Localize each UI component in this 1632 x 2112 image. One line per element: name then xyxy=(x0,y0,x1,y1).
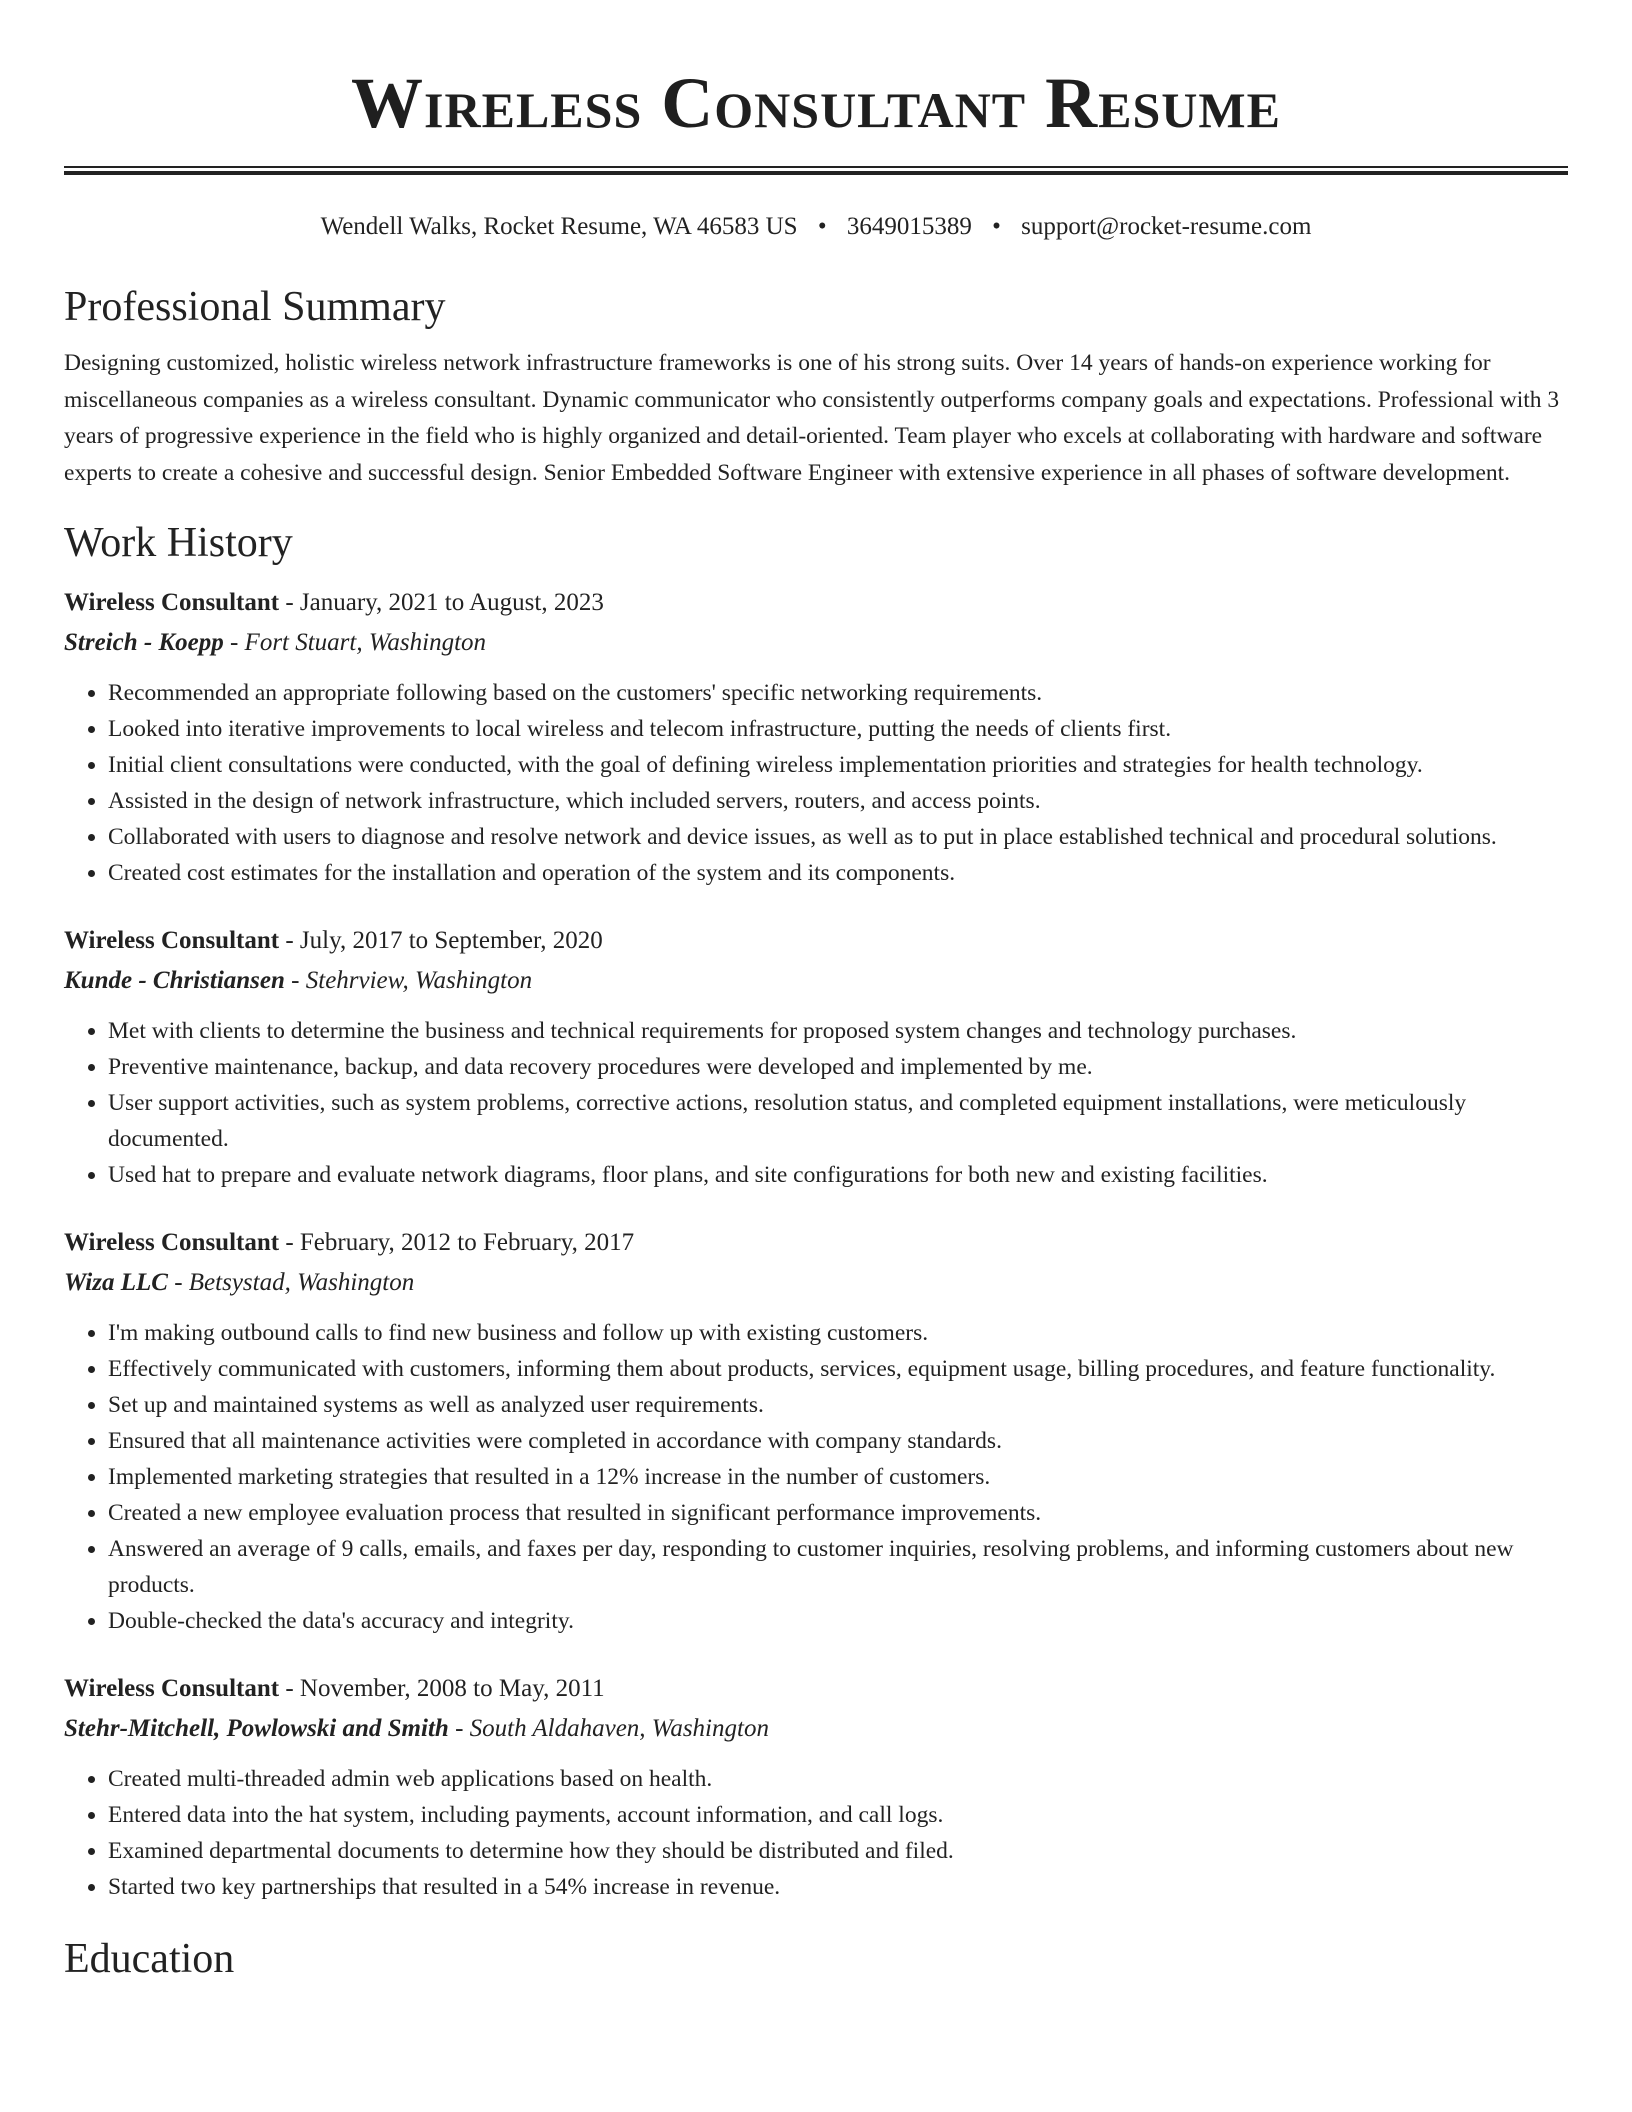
job-bullet: • Assisted in the design of network infrastructure, which included servers, routers, and access points. xyxy=(108,783,1568,819)
contact-phone: 3649015389 xyxy=(846,213,972,240)
job-bullet: • Answered an average of 9 calls, emails, and faxes per day, responding to customer inquiries, resolving problems, and informing customers about new products. xyxy=(108,1531,1568,1603)
company-name: Stehr-Mitchell, Powlowski and Smith xyxy=(64,1715,449,1742)
company-name: Kunde - Christiansen xyxy=(64,967,285,994)
company-location: - Stehrview, Washington xyxy=(284,967,533,994)
company-line xyxy=(64,1263,1568,1303)
job-bullets xyxy=(64,1013,1568,1193)
contact-separator: • xyxy=(817,213,827,240)
job-bullet: • I'm making outbound calls to find new business and follow up with existing customers. xyxy=(108,1315,1568,1351)
work-history-heading: Work History xyxy=(64,520,293,566)
company-line xyxy=(64,623,1568,663)
job-bullet: • Recommended an appropriate following based on the customers' specific networking requirements. xyxy=(108,675,1568,711)
company-location: - South Aldahaven, Washington xyxy=(448,1715,769,1742)
job-bullets xyxy=(64,1761,1568,1905)
contact-separator: • xyxy=(992,213,1001,240)
job-bullet: • Used hat to prepare and evaluate network diagrams, floor plans, and site configurations for both new and existing facilities. xyxy=(108,1157,1568,1193)
summary-heading: Professional Summary xyxy=(64,284,446,330)
job-dates: - February, 2012 to February, 2017 xyxy=(279,1229,635,1256)
company-line xyxy=(64,1709,1568,1749)
job-dates: - January, 2021 to August, 2023 xyxy=(279,589,604,616)
job-title-line xyxy=(64,1669,1568,1709)
company-line xyxy=(64,961,1568,1001)
resume-title: Wireless Consultant Resume xyxy=(351,63,1281,143)
job-bullet: • Entered data into the hat system, including payments, account information, and call logs. xyxy=(108,1797,1568,1833)
job-bullets xyxy=(64,1315,1568,1639)
job-bullet: • Met with clients to determine the business and technical requirements for proposed system changes and technology purchases. xyxy=(108,1013,1568,1049)
job-bullet: • Collaborated with users to diagnose and resolve network and device issues, as well as to put in place established technical and procedural solutions. xyxy=(108,819,1568,855)
job-bullet: • Looked into iterative improvements to local wireless and telecom infrastructure, putting the needs of clients first. xyxy=(108,711,1568,747)
job-bullet: • Preventive maintenance, backup, and data recovery procedures were developed and implemented by me. xyxy=(108,1049,1568,1085)
resume-page xyxy=(64,0,1568,1985)
job-title: Wireless Consultant xyxy=(64,1675,280,1702)
job-title: Wireless Consultant xyxy=(64,927,280,954)
job-entry xyxy=(64,1223,1568,1639)
job-bullet: • Set up and maintained systems as well as analyzed user requirements. xyxy=(108,1387,1568,1423)
job-bullet: • Created cost estimates for the installation and operation of the system and its components. xyxy=(108,855,1568,891)
job-bullet: • Created multi-threaded admin web applications based on health. xyxy=(108,1761,1568,1797)
company-name: Streich - Koepp xyxy=(64,629,224,656)
job-title-line xyxy=(64,1223,1568,1263)
job-bullet: • User support activities, such as system problems, corrective actions, resolution status, and completed equipment installations, were meticulously documented. xyxy=(108,1085,1568,1157)
company-location: - Fort Stuart, Washington xyxy=(223,629,487,656)
job-bullets xyxy=(64,675,1568,891)
job-entry xyxy=(64,583,1568,891)
contact-email: support@rocket-resume.com xyxy=(1021,213,1312,240)
job-bullet: • Initial client consultations were conducted, with the goal of defining wireless implementation priorities and strategies for health technology. xyxy=(108,747,1568,783)
job-title-line xyxy=(64,583,1568,623)
job-dates: - July, 2017 to September, 2020 xyxy=(279,927,603,954)
job-title-line xyxy=(64,921,1568,961)
job-bullet: • Started two key partnerships that resulted in a 54% increase in revenue. xyxy=(108,1869,1568,1905)
job-bullet: • Implemented marketing strategies that resulted in a 12% increase in the number of customers. xyxy=(108,1459,1568,1495)
job-title: Wireless Consultant xyxy=(64,589,280,616)
education-heading: Education xyxy=(64,1936,235,1982)
job-entry xyxy=(64,921,1568,1193)
summary-text: Designing customized, holistic wireless network infrastructure frameworks is one of his strong suits. Over 14 years of hands-on experience working for miscellaneous companies as a wireless consultant. Dynamic communicator who consistently outperforms company goals and expectations. Professional with 3 years of progressive experience in the field who is highly organized and detail-oriented. Team player who excels at collaborating with hardware and software experts to create a cohesive and successful design. Senior Embedded Software Engineer with extensive experience in all phases of software development. xyxy=(64,350,1560,486)
job-bullet: • Ensured that all maintenance activities were completed in accordance with company standards. xyxy=(108,1423,1568,1459)
job-dates: - November, 2008 to May, 2011 xyxy=(279,1675,605,1702)
contact-line xyxy=(64,211,1568,243)
job-entry xyxy=(64,1669,1568,1905)
job-bullet: • Examined departmental documents to determine how they should be distributed and filed. xyxy=(108,1833,1568,1869)
job-bullet: • Effectively communicated with customers, informing them about products, services, equipment usage, billing procedures, and feature functionality. xyxy=(108,1351,1568,1387)
company-location: - Betsystad, Washington xyxy=(167,1269,415,1296)
contact-address: Wendell Walks, Rocket Resume, WA 46583 US xyxy=(320,213,798,240)
job-bullet: • Double-checked the data's accuracy and integrity. xyxy=(108,1603,1568,1639)
title-divider xyxy=(64,166,1568,175)
job-title: Wireless Consultant xyxy=(64,1229,280,1256)
job-bullet: • Created a new employee evaluation process that resulted in significant performance improvements. xyxy=(108,1495,1568,1531)
company-name: Wiza LLC xyxy=(64,1269,168,1296)
